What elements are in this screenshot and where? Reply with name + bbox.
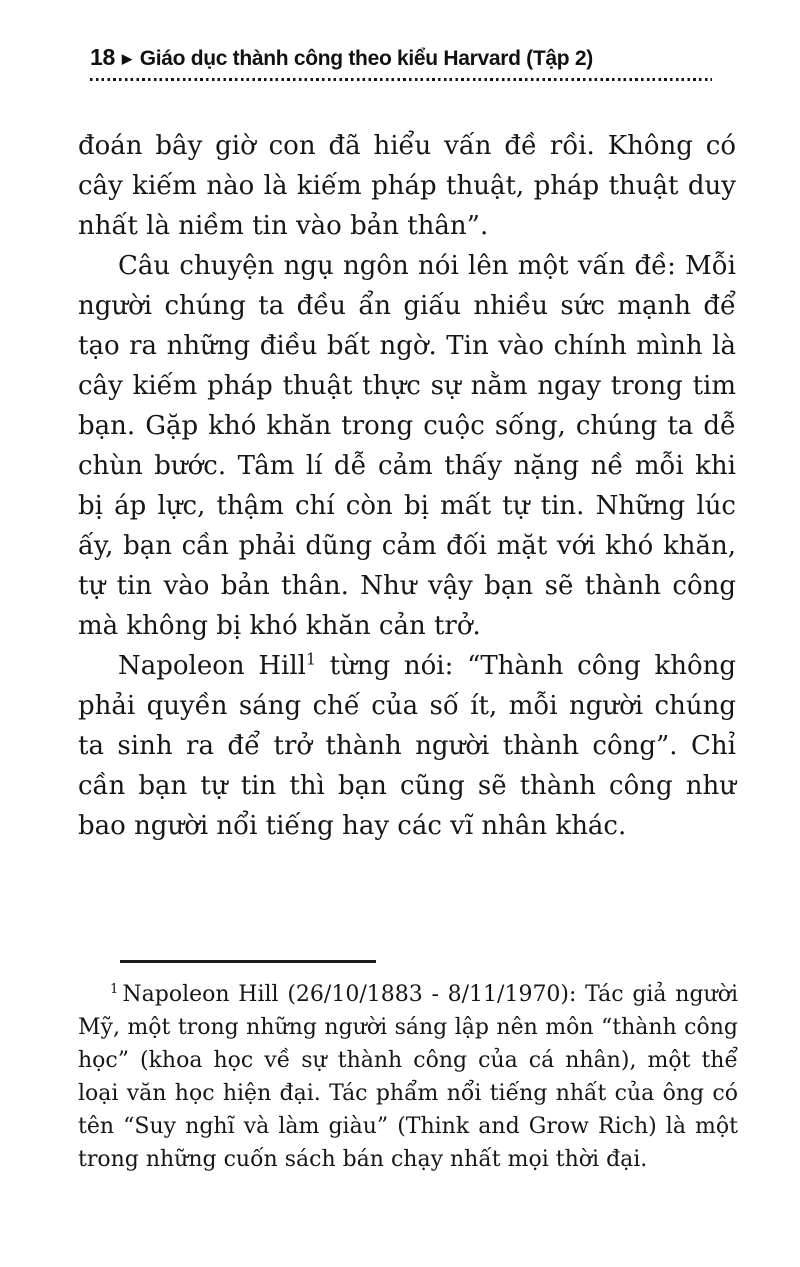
footnote-body: Napoleon Hill (26/10/1883 - 8/11/1970): Tác giả người Mỹ, một trong những người sáng lập nên môn “thành công học” (khoa học về sự thành công của cá nhân), một thể loại văn học hiện đại. Tác phẩm nổi tiếng nhất của ông có tên “Suy nghĩ và làm giàu” (Think and Grow Rich) là một trong những cuốn sách bán chạy nhất mọi thời đại. xyxy=(78,982,738,1172)
footnote-reference: 1 xyxy=(305,650,316,669)
paragraph-text: Napoleon Hill xyxy=(118,651,306,681)
paragraph-continuation: đoán bây giờ con đã hiểu vấn đề rồi. Không có cây kiếm nào là kiếm pháp thuật, pháp thuật duy nhất là niềm tin vào bản thân”. xyxy=(78,131,736,241)
page-body xyxy=(78,126,736,846)
footnote-section xyxy=(78,960,738,1176)
running-title: Giáo dục thành công theo kiểu Harvard (Tập 2) xyxy=(139,47,593,70)
footnote-text xyxy=(78,978,738,1176)
running-head-line xyxy=(90,44,736,71)
header-dotted-rule xyxy=(90,78,712,81)
paragraph-text: từng nói: “Thành công không phải quyền sáng chế của số ít, mỗi người chúng ta sinh ra để trở thành người thành công”. Chỉ cần bạn tự tin thì bạn cũng sẽ thành công như bao người nổi tiếng hay các vĩ nhân khác. xyxy=(78,651,736,841)
footnote-rule xyxy=(120,960,376,963)
footnote-marker: 1 xyxy=(110,981,119,997)
paragraph xyxy=(78,646,736,846)
page-header xyxy=(90,44,736,81)
page-number: 18 xyxy=(90,44,115,70)
triangle-bullet-icon: ▶ xyxy=(121,51,132,66)
paragraph: Câu chuyện ngụ ngôn nói lên một vấn đề: Mỗi người chúng ta đều ẩn giấu nhiều sức mạnh để tạo ra những điều bất ngờ. Tin vào chính mình là cây kiếm pháp thuật thực sự nằm ngay trong tim bạn. Gặp khó khăn trong cuộc sống, chúng ta dễ chùn bước. Tâm lí dễ cảm thấy nặng nề mỗi khi bị áp lực, thậm chí còn bị mất tự tin. Những lúc ấy, bạn cần phải dũng cảm đối mặt với khó khăn, tự tin vào bản thân. Như vậy bạn sẽ thành công mà không bị khó khăn cản trở. xyxy=(78,251,736,641)
